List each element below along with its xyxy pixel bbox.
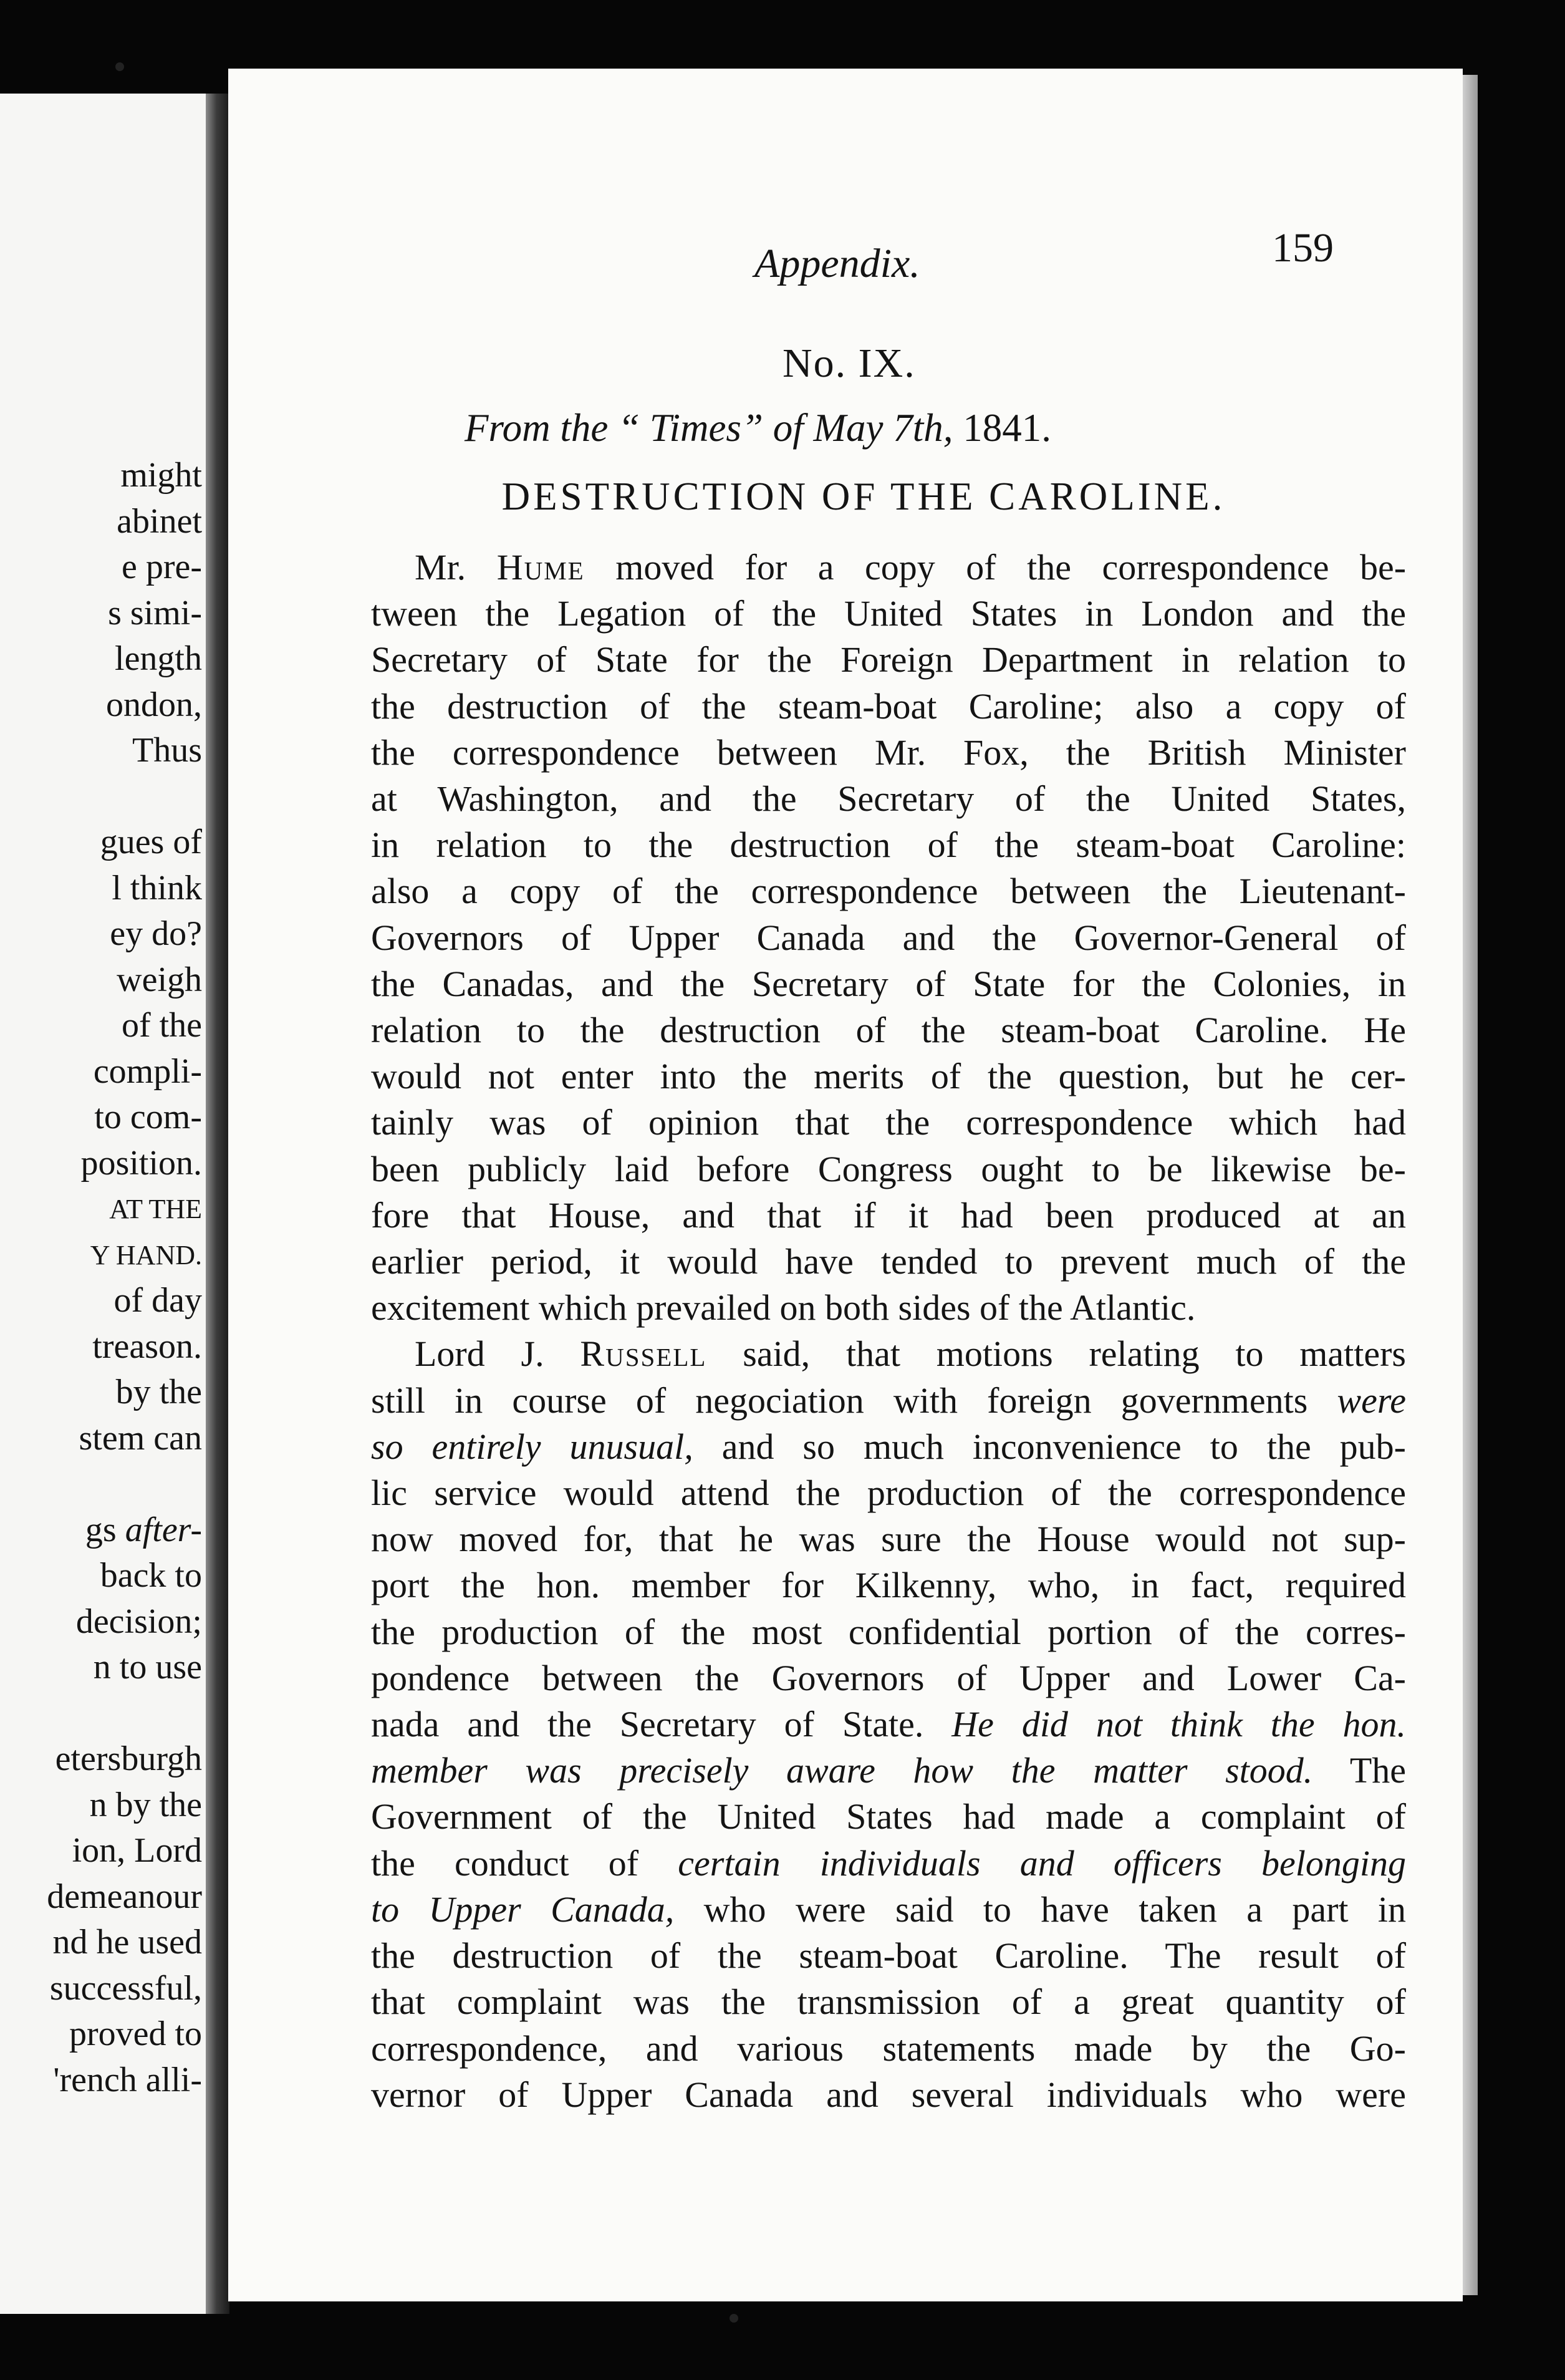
para1-line: excitement which prevailed on both sides of the Atlantic. bbox=[371, 1287, 1196, 1328]
left-page-line: n by the bbox=[89, 1785, 202, 1824]
page-number: 159 bbox=[1272, 225, 1334, 271]
para2-line-10: member was precisely aware how the matter stood. The bbox=[371, 1750, 1406, 1791]
left-page-line: length bbox=[115, 639, 202, 678]
para2-line: lic service would attend the production of the correspondence bbox=[371, 1473, 1406, 1514]
article-headline: DESTRUCTION OF THE CAROLINE. bbox=[501, 475, 1226, 518]
para2-line-11: Government of the United States had made a complaint of bbox=[371, 1796, 1406, 1837]
para2-lines-b bbox=[371, 1933, 1406, 2118]
left-page-line: position. bbox=[80, 1143, 202, 1183]
left-page-line: s simi- bbox=[108, 593, 202, 632]
left-page-line: to com- bbox=[94, 1098, 202, 1136]
left-page-line: might bbox=[120, 456, 202, 495]
section-number: No. IX. bbox=[782, 341, 916, 386]
para1-line: the destruction of the steam-boat Caroline; also a copy of bbox=[371, 685, 1406, 727]
left-page-line: back to bbox=[100, 1556, 202, 1595]
left-page-line: of the bbox=[121, 1006, 202, 1045]
para1-line: would not enter into the merits of the question, but he cer- bbox=[371, 1056, 1406, 1097]
left-page-line: n to use bbox=[93, 1648, 202, 1686]
para2-line: the production of the most confidential portion of the corres- bbox=[371, 1611, 1406, 1652]
para1-line: the Canadas, and the Secretary of State for the Colonies, in bbox=[371, 963, 1406, 1004]
left-page-line: etersburgh bbox=[55, 1739, 202, 1778]
para2-line-1: Lord J. Russell said, that motions relating to matters bbox=[415, 1333, 1406, 1375]
left-page-line: nd he used bbox=[52, 1923, 202, 1962]
para2-line-3: so entirely unusual, and so much inconvenience to the pub- bbox=[371, 1426, 1407, 1467]
left-page-text bbox=[0, 453, 202, 2103]
dust-speck bbox=[730, 2314, 738, 2323]
para1-line: Secretary of State for the Foreign Department in relation to bbox=[371, 639, 1406, 680]
left-page-line: successful, bbox=[49, 1968, 202, 2008]
left-page-line: gues of bbox=[100, 823, 202, 861]
para2-lines-a bbox=[371, 1470, 1406, 1701]
dust-speck bbox=[115, 62, 124, 71]
book-gutter bbox=[206, 94, 229, 2314]
source-line bbox=[465, 405, 1051, 451]
left-page-line: compli- bbox=[93, 1052, 202, 1091]
left-page-line: abinet bbox=[117, 501, 202, 541]
para1-line-1: Mr. Hume moved for a copy of the correspondence be- bbox=[415, 547, 1407, 588]
para1-lines bbox=[371, 591, 1406, 1331]
para2-line: the destruction of the steam-boat Caroline. The result of bbox=[371, 1935, 1406, 1976]
left-page-line: by the bbox=[115, 1373, 202, 1411]
left-page bbox=[0, 94, 209, 2314]
para1-line: tween the Legation of the United States in London and the bbox=[371, 593, 1406, 634]
para2-line: pondence between the Governors of Upper and Lower Ca- bbox=[371, 1657, 1406, 1698]
para1-line: relation to the destruction of the steam-boat Caroline. He bbox=[371, 1010, 1406, 1051]
para2-line-2: still in course of negociation with foreign governments were bbox=[371, 1380, 1407, 1421]
article-body bbox=[371, 544, 1406, 2118]
para1-line: fore that House, and that if it had been produced at an bbox=[371, 1194, 1406, 1236]
left-page-line: ion, Lord bbox=[72, 1831, 202, 1870]
left-page-line: ey do? bbox=[110, 914, 202, 953]
left-page-line: l think bbox=[112, 868, 202, 907]
para1-line: earlier period, it would have tended to prevent much of the bbox=[371, 1241, 1406, 1282]
para1-line: also a copy of the correspondence between the Lieutenant- bbox=[371, 871, 1406, 912]
source-paper: “ Times” bbox=[618, 406, 763, 450]
para2-line: port the hon. member for Kilkenny, who, in fact, required bbox=[371, 1565, 1406, 1606]
para1-line: the correspondence between Mr. Fox, the British Minister bbox=[371, 732, 1406, 773]
left-page-line: AT THE bbox=[109, 1194, 202, 1224]
speaker-name-russell: Russell bbox=[580, 1333, 707, 1375]
para2-line: correspondence, and various statements made by the Go- bbox=[371, 2028, 1406, 2069]
para1-line: in relation to the destruction of the steam-boat Caroline: bbox=[371, 825, 1406, 866]
left-page-line: Thus bbox=[132, 731, 202, 770]
para2-line-12: the conduct of certain individuals and officers belonging bbox=[371, 1842, 1406, 1884]
speaker-name-hume: Hume bbox=[496, 547, 585, 588]
source-date: May 7th, bbox=[813, 406, 953, 450]
left-page-line bbox=[0, 1691, 202, 1737]
left-page-line: Y HAND. bbox=[90, 1239, 202, 1270]
para1-line: at Washington, and the Secretary of the United States, bbox=[371, 778, 1406, 820]
para1-line: been publicly laid before Congress ought to be likewise be- bbox=[371, 1148, 1406, 1189]
left-page-line: proved to bbox=[69, 2015, 202, 2053]
para1-line: Governors of Upper Canada and the Governor-General of bbox=[371, 917, 1406, 958]
left-page-line: treason. bbox=[92, 1327, 202, 1366]
source-year: 1841. bbox=[963, 406, 1051, 450]
left-page-line bbox=[0, 774, 202, 820]
left-page-line: ondon, bbox=[106, 685, 202, 724]
left-page-line: weigh bbox=[117, 960, 202, 999]
source-of: of bbox=[773, 406, 804, 450]
para2-line-13: to Upper Canada, who were said to have taken a part in bbox=[371, 1889, 1407, 1930]
left-page-line: stem can bbox=[79, 1418, 202, 1458]
running-head: Appendix. bbox=[754, 241, 920, 286]
para1-line: tainly was of opinion that the correspondence which had bbox=[371, 1102, 1406, 1143]
source-lead: From the bbox=[465, 406, 609, 450]
page-edge bbox=[1463, 75, 1478, 2295]
para2-line: now moved for, that he was sure the House would not sup- bbox=[371, 1519, 1406, 1560]
left-page-line: decision; bbox=[75, 1602, 202, 1641]
left-page-line: demeanour bbox=[47, 1877, 202, 1916]
left-page-line bbox=[0, 1461, 202, 1507]
para2-line: vernor of Upper Canada and several individuals who were bbox=[371, 2074, 1406, 2115]
left-page-line: e pre- bbox=[121, 548, 202, 586]
para2-line: that complaint was the transmission of a great quantity of bbox=[371, 1981, 1406, 2023]
left-page-line: gs after- bbox=[85, 1510, 202, 1549]
para2-line-9: nada and the Secretary of State. He did not think the hon. bbox=[371, 1704, 1406, 1745]
left-page-line: of day bbox=[113, 1281, 202, 1320]
left-page-line: 'rench alli- bbox=[53, 2060, 202, 2099]
